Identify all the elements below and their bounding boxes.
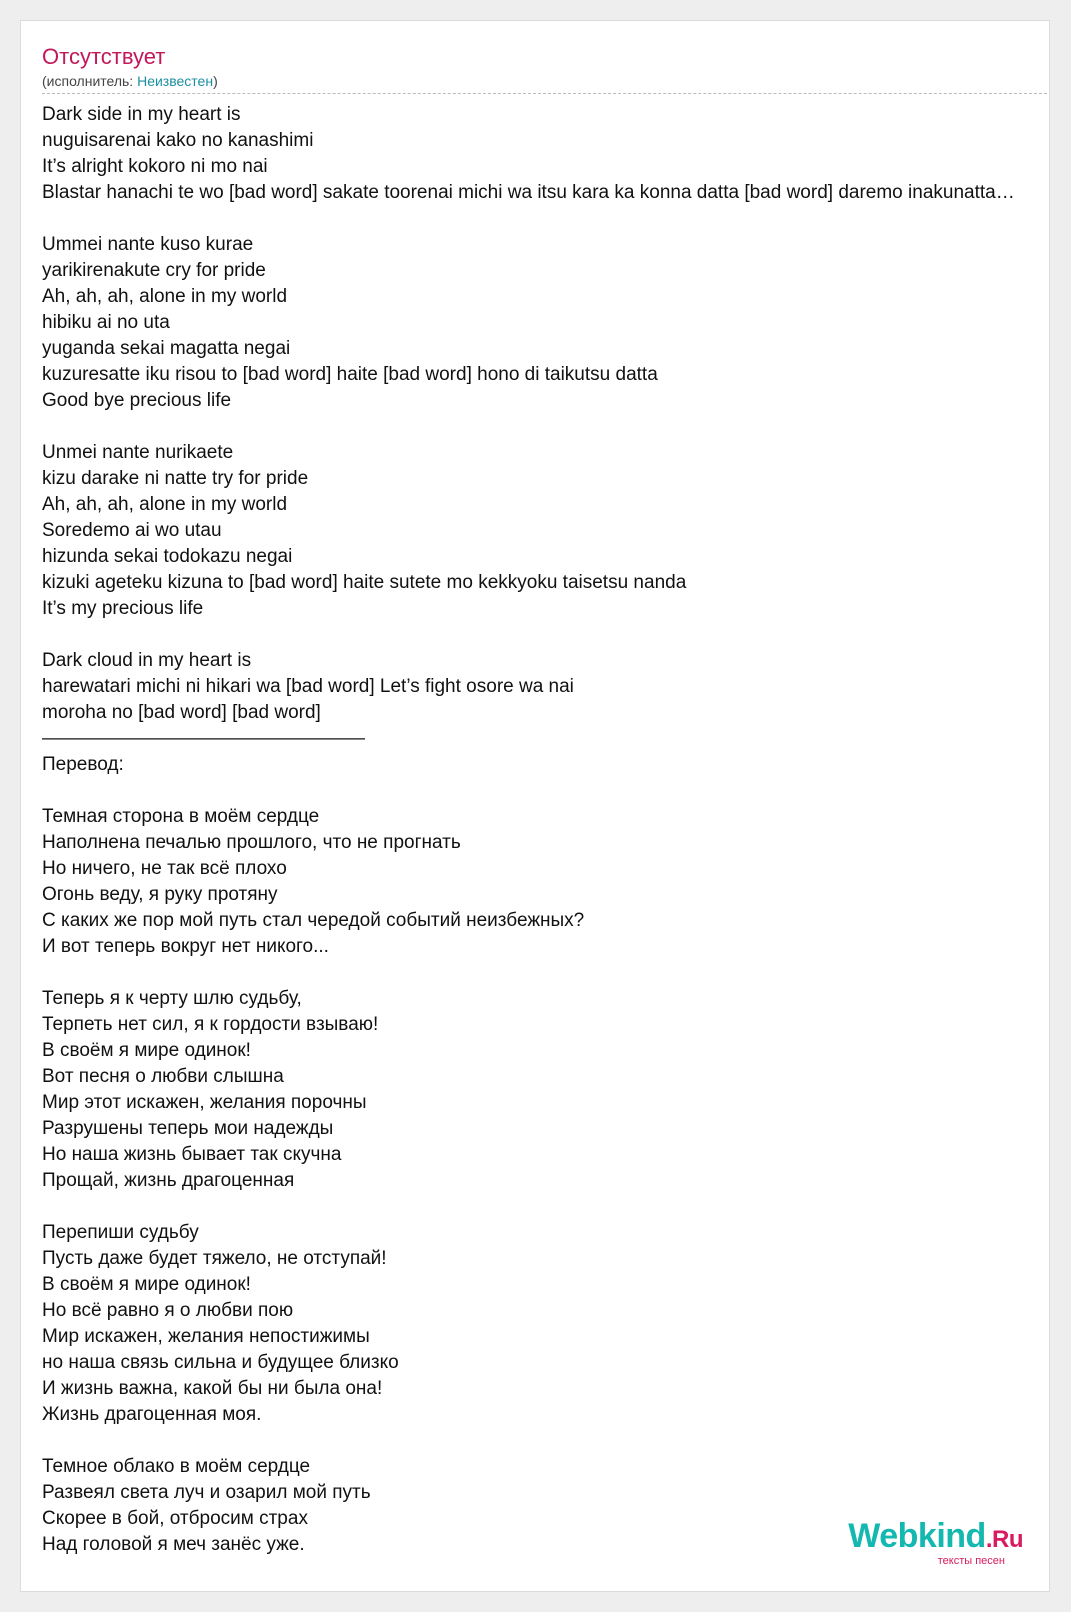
lyric-line: Прощай, жизнь драгоценная xyxy=(42,1170,295,1191)
lyric-line: Жизнь драгоценная моя. xyxy=(42,1404,262,1425)
lyric-line: Теперь я к черту шлю судьбу, xyxy=(42,988,302,1009)
lyric-line: Перепиши судьбу xyxy=(42,1222,199,1243)
lyric-line: kizu darake ni natte try for pride xyxy=(42,468,309,489)
stanza-gap xyxy=(42,960,1050,986)
stanza-gap xyxy=(42,206,1050,232)
lyric-line: Мир этот искажен, желания порочны xyxy=(42,1092,367,1113)
lyric-line: Но ничего, не так всё плохо xyxy=(42,858,287,879)
lyric-line: но наша связь сильна и будущее близко xyxy=(42,1352,399,1373)
artist-line xyxy=(42,72,218,90)
lyric-line: И жизнь важна, какой бы ни была она! xyxy=(42,1378,383,1399)
lyric-line: ————————————————— xyxy=(42,728,365,749)
lyric-line: nuguisarenai kako no kanashimi xyxy=(42,130,314,151)
lyric-line: Наполнена печалью прошлого, что не прогнать xyxy=(42,832,461,853)
lyric-line: yarikirenakute cry for pride xyxy=(42,260,266,281)
watermark-tagline: тексты песен xyxy=(937,1555,1005,1567)
lyric-line: kuzuresatte iku risou to [bad word] haite [bad word] hono di taikutsu datta xyxy=(42,364,658,385)
watermark-tld: .Ru xyxy=(985,1526,1023,1553)
watermark-logo xyxy=(848,1519,1023,1557)
lyric-line: В своём я мире одинок! xyxy=(42,1274,251,1295)
lyric-line: И вот теперь вокруг нет никого... xyxy=(42,936,329,957)
lyric-line: Ah, ah, ah, alone in my world xyxy=(42,286,288,307)
song-title: Отсутствует xyxy=(42,44,166,69)
lyrics-text xyxy=(42,102,1050,1558)
artist-suffix: ) xyxy=(213,73,218,89)
lyric-line: Blastar hanachi te wo [bad word] sakate toorenai michi wa itsu kara ka konna datta [bad word] daremo inakunatta… xyxy=(42,182,1015,203)
lyric-line: kizuki ageteku kizuna to [bad word] haite sutete mo kekkyoku taisetsu nanda xyxy=(42,572,687,593)
lyric-line: hizunda sekai todokazu negai xyxy=(42,546,293,567)
lyric-line: yuganda sekai magatta negai xyxy=(42,338,291,359)
stanza-gap xyxy=(42,1428,1050,1454)
lyric-line: harewatari michi ni hikari wa [bad word] Let’s fight osore wa nai xyxy=(42,676,574,697)
lyrics-card xyxy=(20,20,1050,1592)
watermark-name: Webkind xyxy=(848,1517,986,1555)
lyric-line: Перевод: xyxy=(42,754,124,775)
stanza-gap xyxy=(42,622,1050,648)
title-divider xyxy=(42,93,1050,94)
lyric-line: hibiku ai no uta xyxy=(42,312,170,333)
lyric-line: В своём я мире одинок! xyxy=(42,1040,251,1061)
stanza-gap xyxy=(42,1194,1050,1220)
lyric-line: Но наша жизнь бывает так скучна xyxy=(42,1144,342,1165)
lyric-line: Ah, ah, ah, alone in my world xyxy=(42,494,288,515)
stanza-gap xyxy=(42,778,1050,804)
lyric-line: С каких же пор мой путь стал чередой событий неизбежных? xyxy=(42,910,585,931)
lyric-line: Скорее в бой, отбросим страх xyxy=(42,1508,308,1529)
lyric-line: moroha no [bad word] [bad word] xyxy=(42,702,321,723)
lyric-line: Dark side in my heart is xyxy=(42,104,241,125)
stanza-gap xyxy=(42,414,1050,440)
lyric-line: Unmei nante nurikaete xyxy=(42,442,234,463)
artist-link[interactable]: Неизвестен xyxy=(137,73,214,89)
lyric-line: Dark cloud in my heart is xyxy=(42,650,252,671)
lyric-line: Soredemo ai wo utau xyxy=(42,520,222,541)
lyric-line: Good bye precious life xyxy=(42,390,232,411)
lyric-line: It’s alright kokoro ni mo nai xyxy=(42,156,268,177)
lyric-line: Но всё равно я о любви пою xyxy=(42,1300,294,1321)
lyric-line: It’s my precious life xyxy=(42,598,204,619)
lyric-line: Огонь веду, я руку протяну xyxy=(42,884,278,905)
lyric-line: Развеял света луч и озарил мой путь xyxy=(42,1482,371,1503)
lyric-line: Ummei nante kuso kurae xyxy=(42,234,254,255)
lyric-line: Темное облако в моём сердце xyxy=(42,1456,311,1477)
site-watermark xyxy=(848,1519,1023,1567)
lyric-line: Пусть даже будет тяжело, не отступай! xyxy=(42,1248,387,1269)
lyric-line: Терпеть нет сил, я к гордости взываю! xyxy=(42,1014,379,1035)
lyric-line: Разрушены теперь мои надежды xyxy=(42,1118,334,1139)
lyric-line: Темная сторона в моём сердце xyxy=(42,806,320,827)
lyric-line: Мир искажен, желания непостижимы xyxy=(42,1326,370,1347)
lyric-line: Над головой я меч занёс уже. xyxy=(42,1534,305,1555)
artist-prefix: (исполнитель: xyxy=(42,73,138,89)
lyric-line: Вот песня о любви слышна xyxy=(42,1066,284,1087)
